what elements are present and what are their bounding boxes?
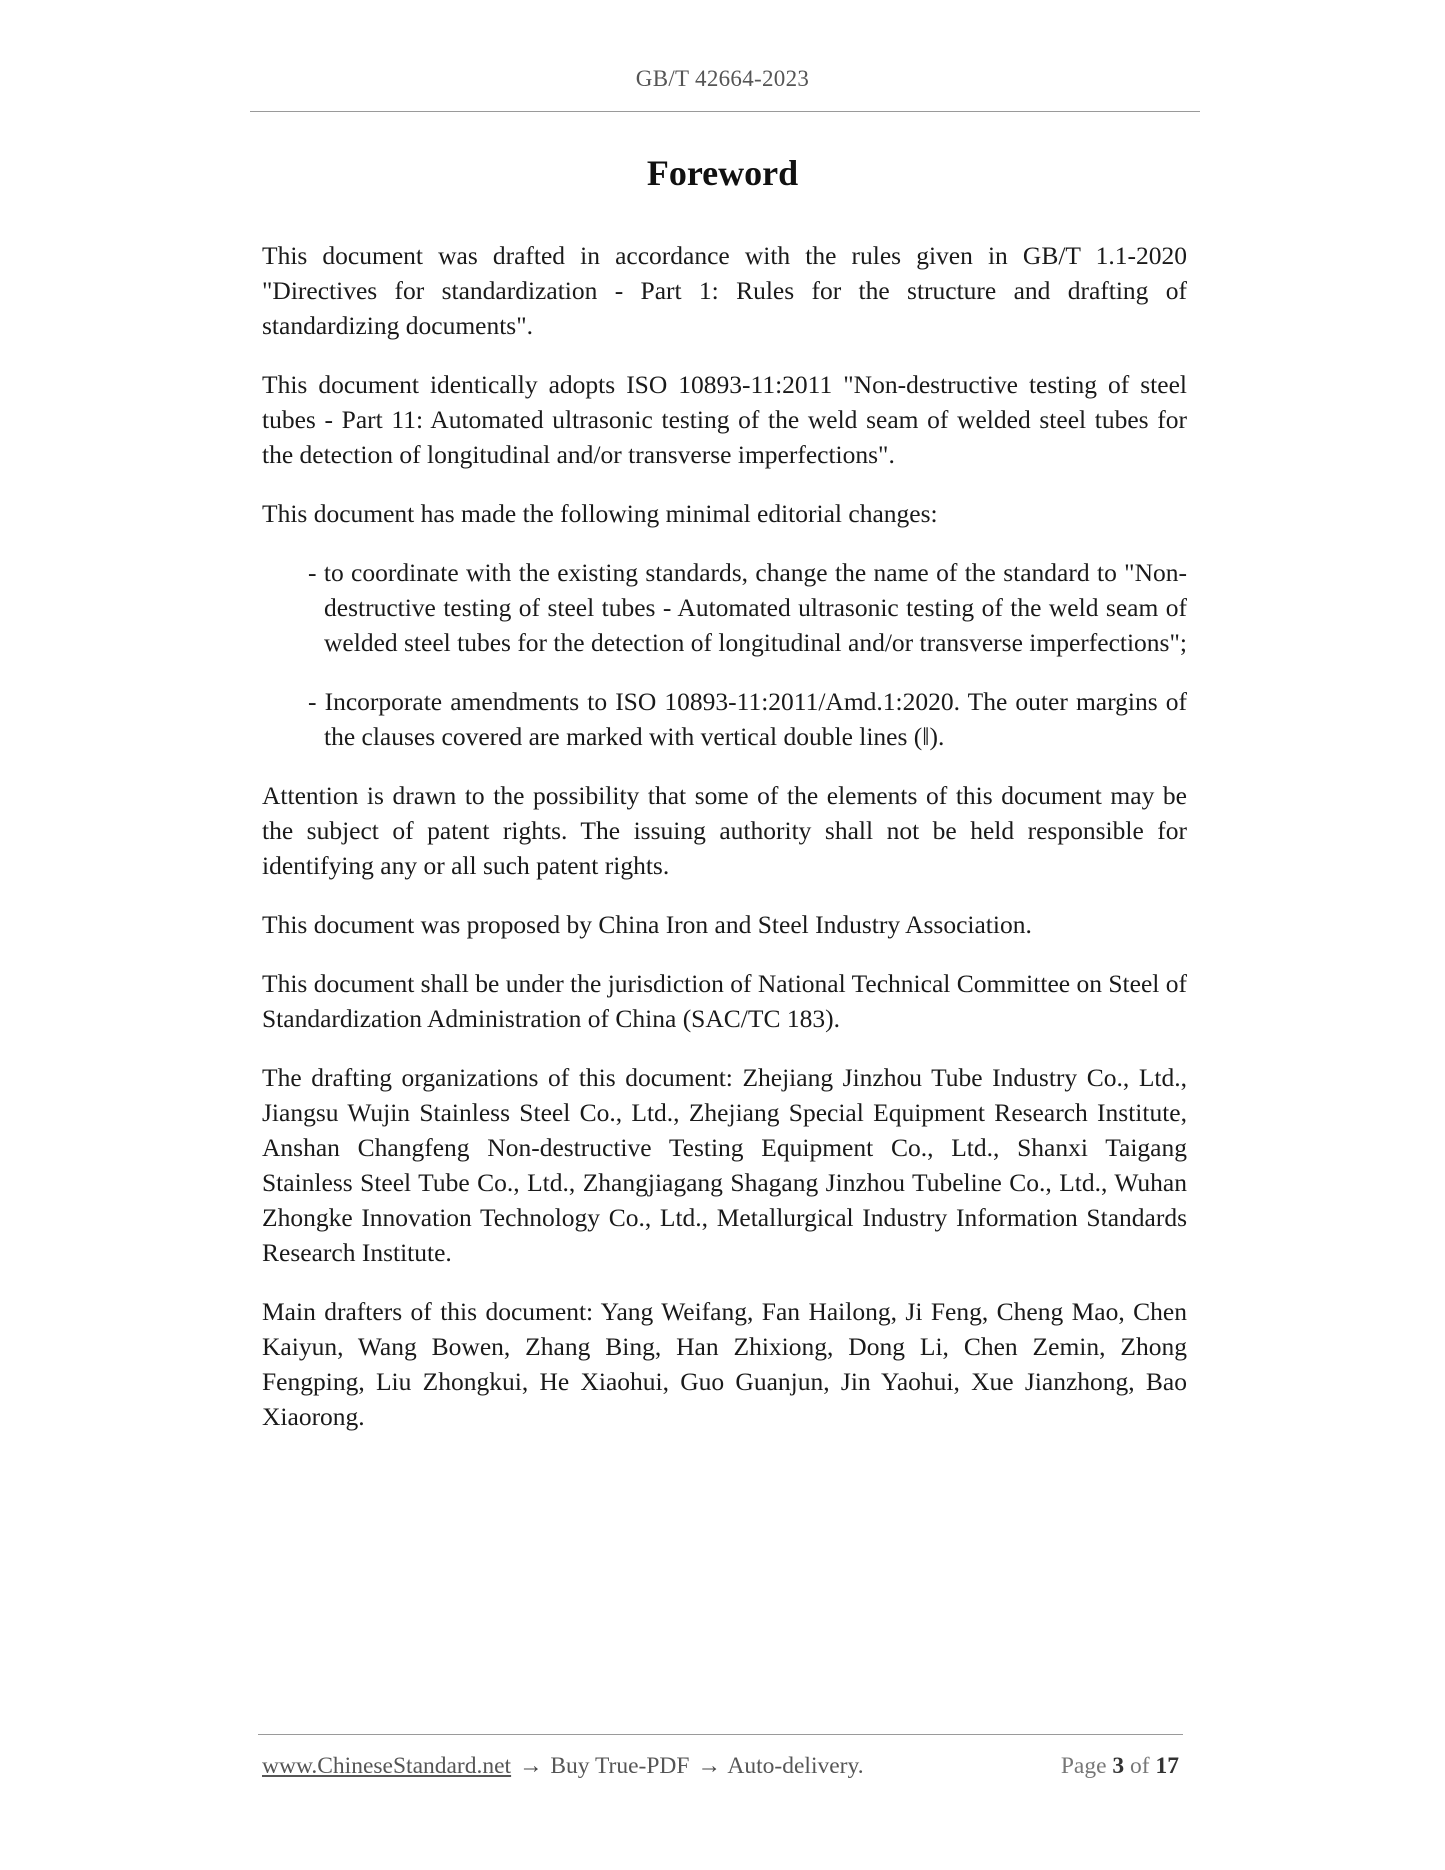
- page-title: Foreword: [646, 153, 799, 193]
- page-of-label: of: [1130, 1753, 1150, 1779]
- auto-delivery-text: Auto-delivery.: [727, 1753, 864, 1779]
- arrow-right-icon: →: [697, 1753, 721, 1779]
- page-current: 3: [1112, 1753, 1125, 1779]
- site-link[interactable]: www.ChineseStandard.net: [262, 1753, 512, 1779]
- bullet-amendments: - Incorporate amendments to ISO 10893-11:2011/Amd.1:2020. The outer margins of the clauses covered are marked with vertical double lines (‖).: [308, 687, 1187, 751]
- paragraph-main-drafters: Main drafters of this document: Yang Weifang, Fan Hailong, Ji Feng, Cheng Mao, Chen Kaiyun, Wang Bowen, Zhang Bing, Han Zhixiong, Dong Li, Chen Zemin, Zhong Fengping, Liu Zhongkui, He Xiaohui, Guo Guanjun, Jin Yaohui, Xue Jianzhong, Bao Xiaorong.: [262, 1297, 1187, 1431]
- paragraph-editorial-changes: This document has made the following minimal editorial changes:: [262, 499, 938, 528]
- footer-purchase-line: [262, 1753, 864, 1780]
- paragraph-drafting-rules: This document was drafted in accordance with the rules given in GB/T 1.1-2020 "Directives for standardization - Part 1: Rules for the structure and drafting of standardizing documents".: [262, 241, 1187, 340]
- bullet-name-change: - to coordinate with the existing standards, change the name of the standard to "Non-destructive testing of steel tubes - Automated ultrasonic testing of the weld seam of welded steel tubes for the detection of longitudinal and/or transverse imperfections";: [308, 558, 1187, 657]
- paragraph-proposed-by: This document was proposed by China Iron and Steel Industry Association.: [262, 910, 1032, 939]
- footer-divider: [258, 1734, 1183, 1735]
- header-doc-code: GB/T 42664-2023: [635, 66, 810, 91]
- foreword-body: [262, 238, 1187, 1458]
- paragraph-patent-rights: Attention is drawn to the possibility that some of the elements of this document may be the subject of patent rights. The issuing authority shall not be held responsible for identifying any or all such patent rights.: [262, 781, 1187, 880]
- page-total: 17: [1155, 1753, 1179, 1779]
- paragraph-jurisdiction: This document shall be under the jurisdiction of National Technical Committee on Steel of Standardization Administration of China (SAC/TC 183).: [262, 969, 1187, 1033]
- paragraph-iso-adoption: This document identically adopts ISO 10893-11:2011 "Non-destructive testing of steel tubes - Part 11: Automated ultrasonic testing of the weld seam of welded steel tubes for the detection of longitudinal and/or transverse imperfections".: [262, 370, 1187, 469]
- paragraph-drafting-organizations: The drafting organizations of this document: Zhejiang Jinzhou Tube Industry Co., Ltd., Jiangsu Wujin Stainless Steel Co., Ltd., Zhejiang Special Equipment Research Institute, Anshan Changfeng Non-destructive Testing Equipment Co., Ltd., Shanxi Taigang Stainless Steel Tube Co., Ltd., Zhangjiagang Shagang Jinzhou Tubeline Co., Ltd., Wuhan Zhongke Innovation Technology Co., Ltd., Metallurgical Industry Information Standards Research Institute.: [262, 1063, 1187, 1267]
- page-label: Page: [1060, 1753, 1107, 1779]
- arrow-right-icon: →: [518, 1753, 543, 1779]
- page-number: [1061, 1753, 1179, 1780]
- buy-true-pdf-text: Buy True-PDF: [550, 1753, 690, 1779]
- header-divider: [250, 111, 1200, 112]
